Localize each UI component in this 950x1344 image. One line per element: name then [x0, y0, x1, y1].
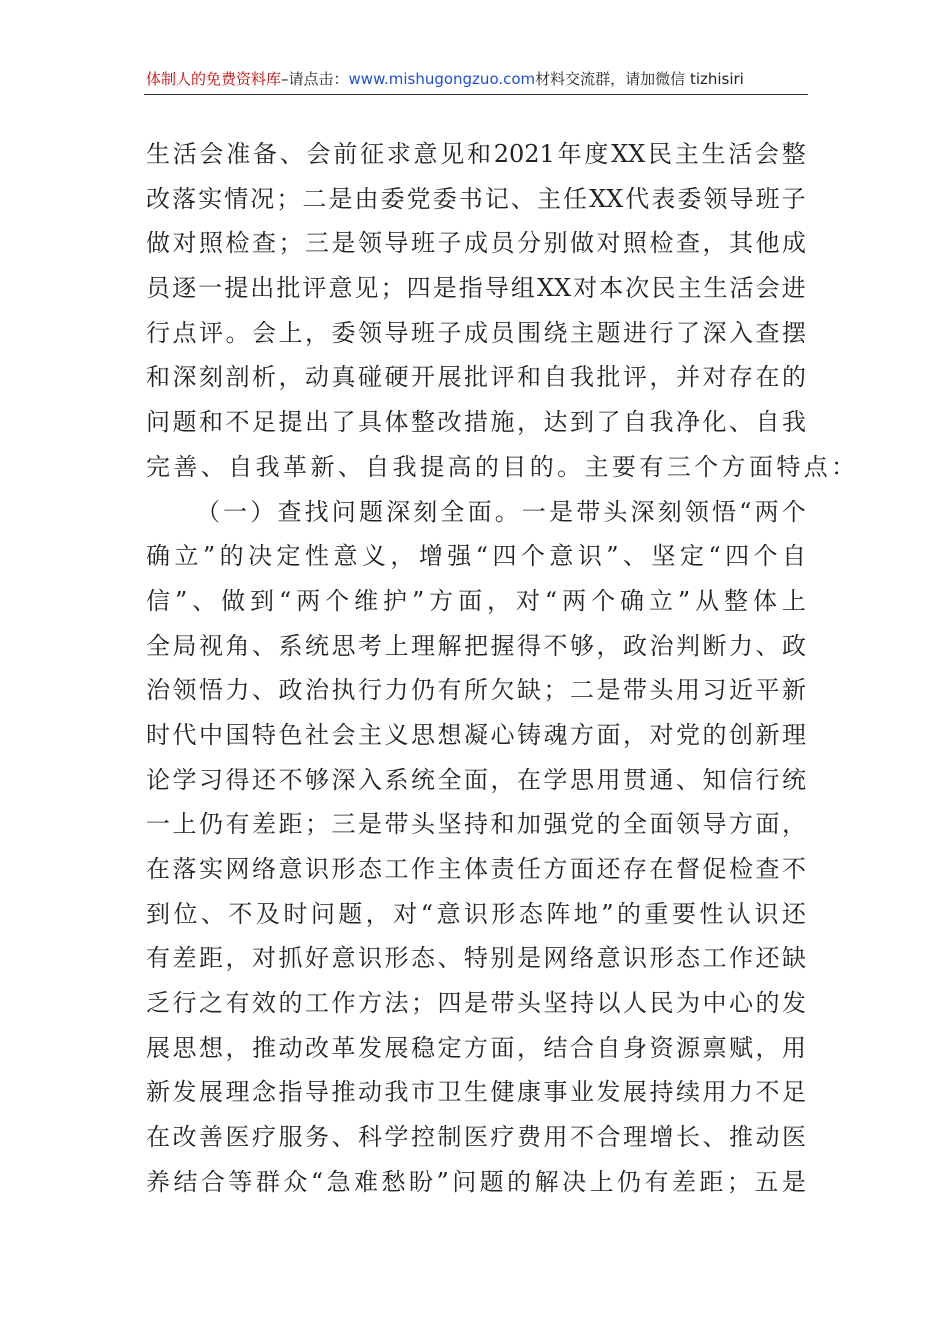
- text-line: 乏 行 之 有 效 的 工 作 方 法 ； 四 是 带 头 坚 持 以 人 民 为 中 心 的 发: [146, 989, 806, 1018]
- text-line: 一 上 仍 有 差 距 ； 三 是 带 头 坚 持 和 加 强 党 的 全 面 领 导 方 面 ，: [146, 810, 806, 839]
- text-line: 养 结 合 等 群 众 “ 急 难 愁 盼 ” 问 题 的 解 决 上 仍 有 差 距 ； 五 是: [146, 1167, 806, 1196]
- text-line: 做 对 照 检 查 ； 三 是 领 导 班 子 成 员 分 别 做 对 照 检 查 ， 其 他 成: [146, 229, 806, 258]
- text-line: （ 一 ） 查 找 问 题 深 刻 全 面 。 一 是 带 头 深 刻 领 悟 “ 两 个: [196, 497, 806, 526]
- text-line: 完 善 、 自 我 革 新 、 自 我 提 高 的 目 的 。 主 要 有 三 个 方 面 特 点 ：: [146, 452, 859, 481]
- text-line: 全 局 视 角 、 系 统 思 考 上 理 解 把 握 得 不 够 ， 政 治 判 断 力 、 政: [146, 631, 806, 660]
- text-line: 时 代 中 国 特 色 社 会 主 义 思 想 凝 心 铸 魂 方 面 ， 对 党 的 创 新 理: [146, 720, 806, 749]
- text-line: 展 思 想 ， 推 动 改 革 发 展 稳 定 方 面 ， 结 合 自 身 资 源 禀 赋 ， 用: [146, 1033, 806, 1062]
- text-line: 确 立 ” 的 决 定 性 意 义 ， 增 强 “ 四 个 意 识 ” 、 坚 定 “ 四 个 自: [146, 542, 806, 571]
- header-url-link[interactable]: www.mishugongzuo.com: [348, 70, 536, 88]
- text-line: 治 领 悟 力 、 政 治 执 行 力 仍 有 所 欠 缺 ； 二 是 带 头 用 习 近 平 新: [146, 676, 806, 705]
- page-header: [146, 66, 806, 92]
- text-line: 论 学 习 得 还 不 够 深 入 系 统 全 面 ， 在 学 思 用 贯 通 、 知 信 行 统: [146, 765, 806, 794]
- text-line: 有 差 距 ， 对 抓 好 意 识 形 态 、 特 别 是 网 络 意 识 形 态 工 作 还 缺: [146, 944, 806, 973]
- text-line: 信 ” 、 做 到 “ 两 个 维 护 ” 方 面 ， 对 “ 两 个 确 立 ” 从 整 体 上: [146, 586, 806, 615]
- header-brand: 体制人的免费资料库: [146, 70, 282, 88]
- header-divider: [144, 94, 808, 95]
- text-line: 改 落 实 情 况 ； 二 是 由 委 党 委 书 记 、 主 任 XX 代 表 委 领 导 班 子: [146, 184, 806, 213]
- text-line: 在 落 实 网 络 意 识 形 态 工 作 主 体 责 任 方 面 还 存 在 督 促 检 查 不: [146, 855, 806, 883]
- text-line: 生 活 会 准 备 、 会 前 征 求 意 见 和 2021 年 度 XX 民 主 生 活 会 整: [146, 140, 806, 168]
- text-line: 新 发 展 理 念 指 导 推 动 我 市 卫 生 健 康 事 业 发 展 持 续 用 力 不 足: [146, 1078, 806, 1107]
- text-line: 在 改 善 医 疗 服 务 、 科 学 控 制 医 疗 费 用 不 合 理 增 长 、 推 动 医: [146, 1123, 806, 1152]
- text-line: 行 点 评 。 会 上 ， 委 领 导 班 子 成 员 围 绕 主 题 进 行 了 深 入 查 摆: [146, 318, 806, 347]
- text-line: 和 深 刻 剖 析 ， 动 真 碰 硬 开 展 批 评 和 自 我 批 评 ， 并 对 存 在 的: [146, 363, 806, 392]
- text-line: 问 题 和 不 足 提 出 了 具 体 整 改 措 施 ， 达 到 了 自 我 净 化 、 自 我: [146, 408, 806, 437]
- document-body: [146, 132, 859, 1205]
- text-line: 员 逐 一 提 出 批 评 意 见 ； 四 是 指 导 组 XX 对 本 次 民 主 生 活 会 进: [146, 274, 806, 303]
- header-suffix: 材料交流群，请加微信 tizhisiri: [535, 70, 744, 88]
- text-line: 到 位 、 不 及 时 问 题 ， 对 “ 意 识 形 态 阵 地 ” 的 重 要 性 认 识 还: [146, 899, 806, 928]
- header-prompt: –请点击：: [281, 70, 349, 88]
